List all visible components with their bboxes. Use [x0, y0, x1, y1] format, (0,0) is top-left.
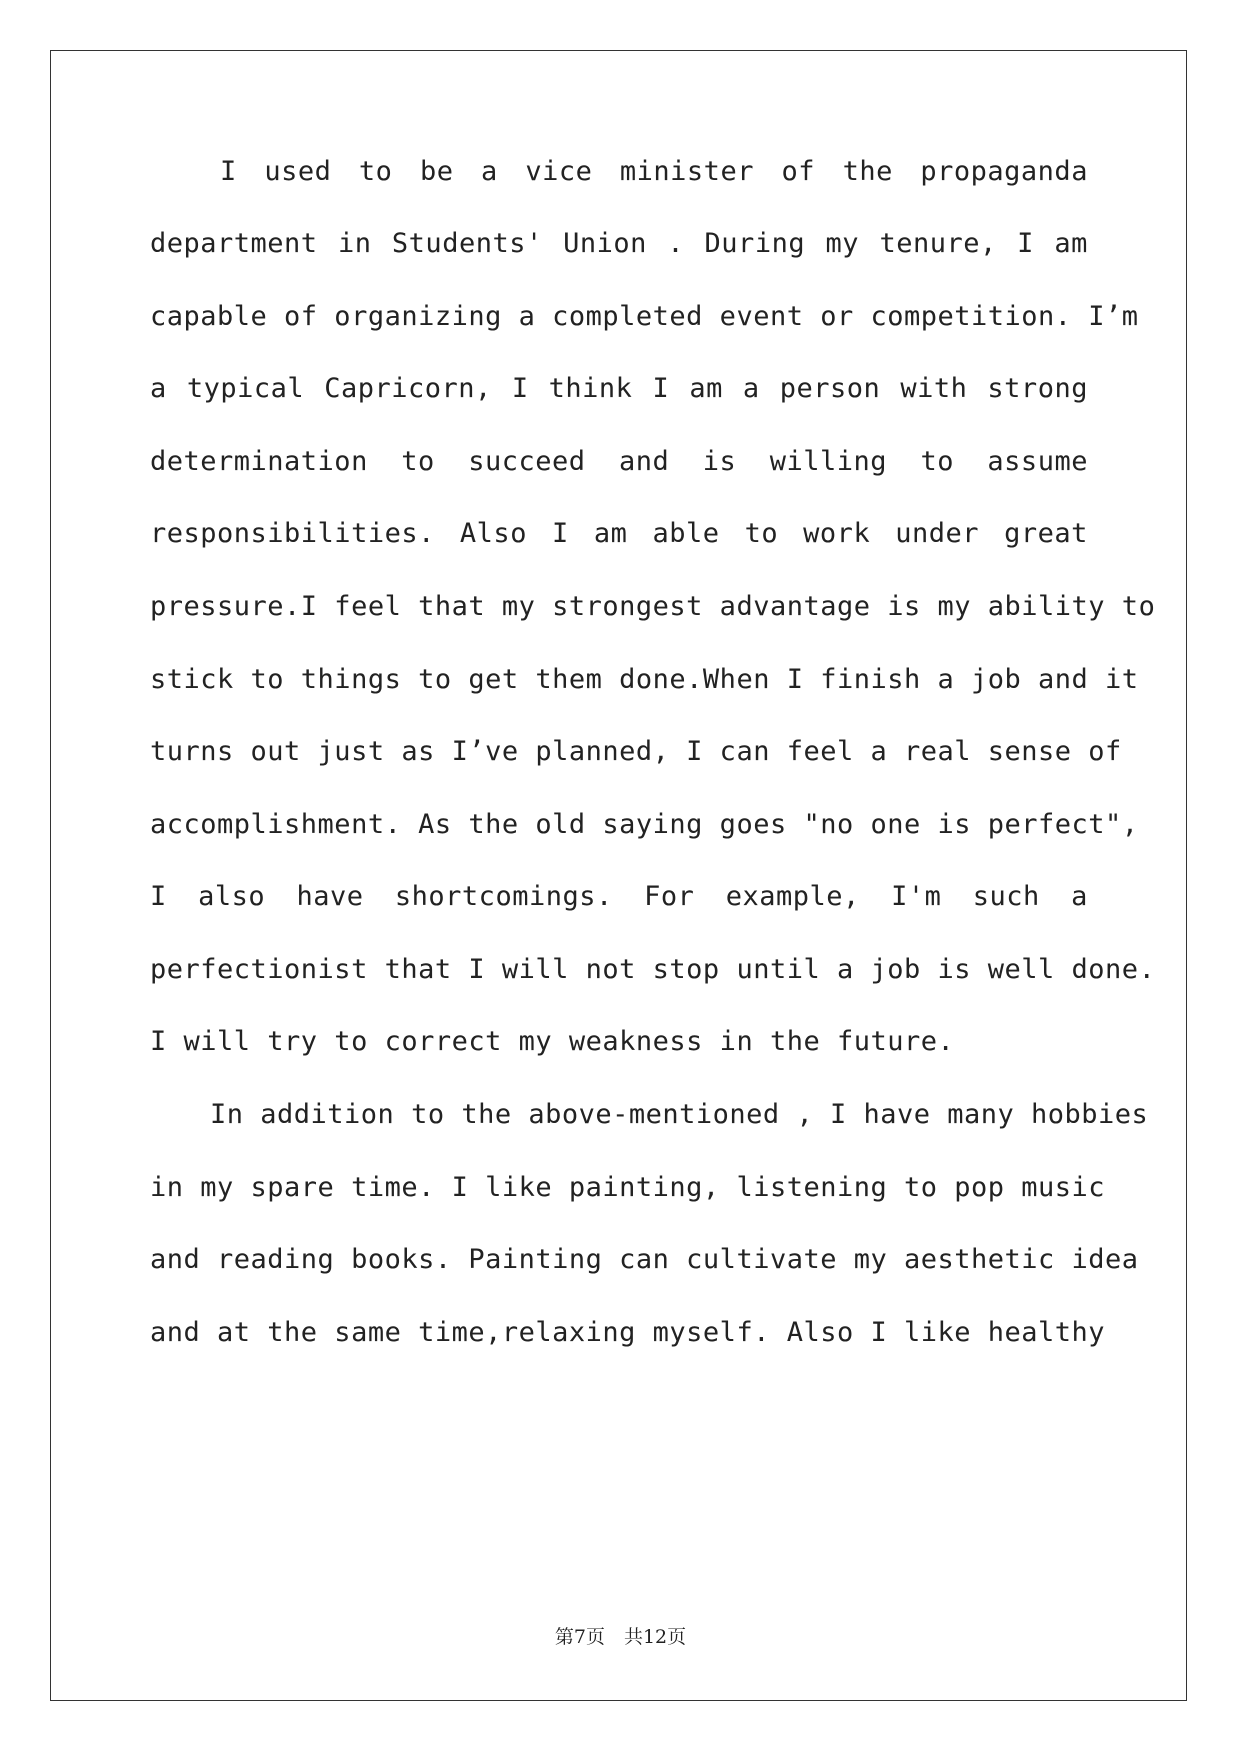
- text-line: in my spare time. I like painting, listening to pop music: [150, 1172, 1106, 1203]
- word: am: [1054, 228, 1088, 259]
- word: is: [702, 446, 737, 477]
- word: am: [593, 518, 628, 549]
- word: During: [704, 228, 806, 259]
- text-line: and reading books. Painting can cultivate my aesthetic idea: [150, 1244, 1139, 1275]
- word: determination: [150, 446, 368, 477]
- text-line: capable of organizing a completed event or competition. I’m: [150, 301, 1139, 332]
- text-line: In addition to the above-mentioned , I have many hobbies: [210, 1099, 1149, 1130]
- word: work: [803, 518, 871, 549]
- word: my: [825, 228, 860, 259]
- word: a: [742, 373, 760, 404]
- word: example,: [725, 881, 860, 912]
- word: am: [689, 373, 723, 404]
- text-line: [150, 227, 1088, 261]
- word: tenure,: [879, 228, 997, 259]
- word: person: [779, 373, 881, 404]
- word: used: [264, 156, 332, 187]
- word: I: [552, 518, 569, 549]
- word: Also: [459, 518, 527, 549]
- word: strong: [987, 373, 1088, 404]
- word: also: [198, 881, 266, 912]
- word: be: [419, 156, 454, 187]
- word: assume: [987, 446, 1088, 477]
- word: a: [150, 373, 167, 404]
- word: I: [652, 373, 670, 404]
- word: great: [1004, 518, 1088, 549]
- text-line: pressure.I feel that my strongest advantage is my ability to: [150, 591, 1156, 622]
- word: vice: [525, 156, 593, 187]
- text-line: stick to things to get them done.When I finish a job and it: [150, 664, 1139, 695]
- word: typical: [186, 373, 305, 404]
- word: of: [781, 156, 816, 187]
- word: Capricorn,: [324, 373, 492, 404]
- word: willing: [769, 446, 887, 477]
- word: a: [1071, 881, 1088, 912]
- word: to: [744, 518, 779, 549]
- word: responsibilities.: [150, 518, 435, 549]
- word: with: [900, 373, 968, 404]
- word: I: [1017, 228, 1034, 259]
- word: have: [296, 881, 364, 912]
- word: the: [842, 156, 893, 187]
- text-line: [220, 155, 1088, 189]
- page-border: [50, 50, 1187, 1701]
- word: I: [220, 156, 237, 187]
- word: under: [895, 518, 980, 549]
- word: to: [920, 446, 954, 477]
- word: I: [511, 373, 529, 404]
- word: Union: [563, 228, 647, 259]
- word: Students': [391, 228, 543, 259]
- word: propaganda: [920, 156, 1088, 187]
- word: For: [644, 881, 695, 912]
- word: and: [619, 446, 670, 477]
- word: minister: [619, 156, 754, 187]
- word: a: [481, 156, 498, 187]
- word: succeed: [468, 446, 586, 477]
- word: I'm: [891, 881, 942, 912]
- text-line: [150, 517, 1088, 551]
- text-line: I will try to correct my weakness in the future.: [150, 1026, 955, 1057]
- word: to: [401, 446, 435, 477]
- word: to: [358, 156, 393, 187]
- text-line: perfectionist that I will not stop until a job is well done.: [150, 954, 1156, 985]
- word: department: [150, 228, 318, 259]
- text-line: accomplishment. As the old saying goes "no one is perfect",: [150, 809, 1139, 840]
- text-line: [150, 880, 1088, 914]
- text-line: [150, 372, 1088, 406]
- text-line: [150, 445, 1088, 479]
- word: think: [548, 373, 633, 404]
- word: shortcomings.: [394, 881, 613, 912]
- word: in: [337, 228, 372, 259]
- word: such: [972, 881, 1040, 912]
- text-line: turns out just as I’ve planned, I can feel a real sense of: [150, 736, 1122, 767]
- word: .: [667, 228, 685, 259]
- text-line: and at the same time,relaxing myself. Also I like healthy: [150, 1317, 1106, 1348]
- page-number-footer: 第7页 共12页: [554, 1626, 687, 1648]
- word: I: [150, 881, 167, 912]
- word: able: [652, 518, 720, 549]
